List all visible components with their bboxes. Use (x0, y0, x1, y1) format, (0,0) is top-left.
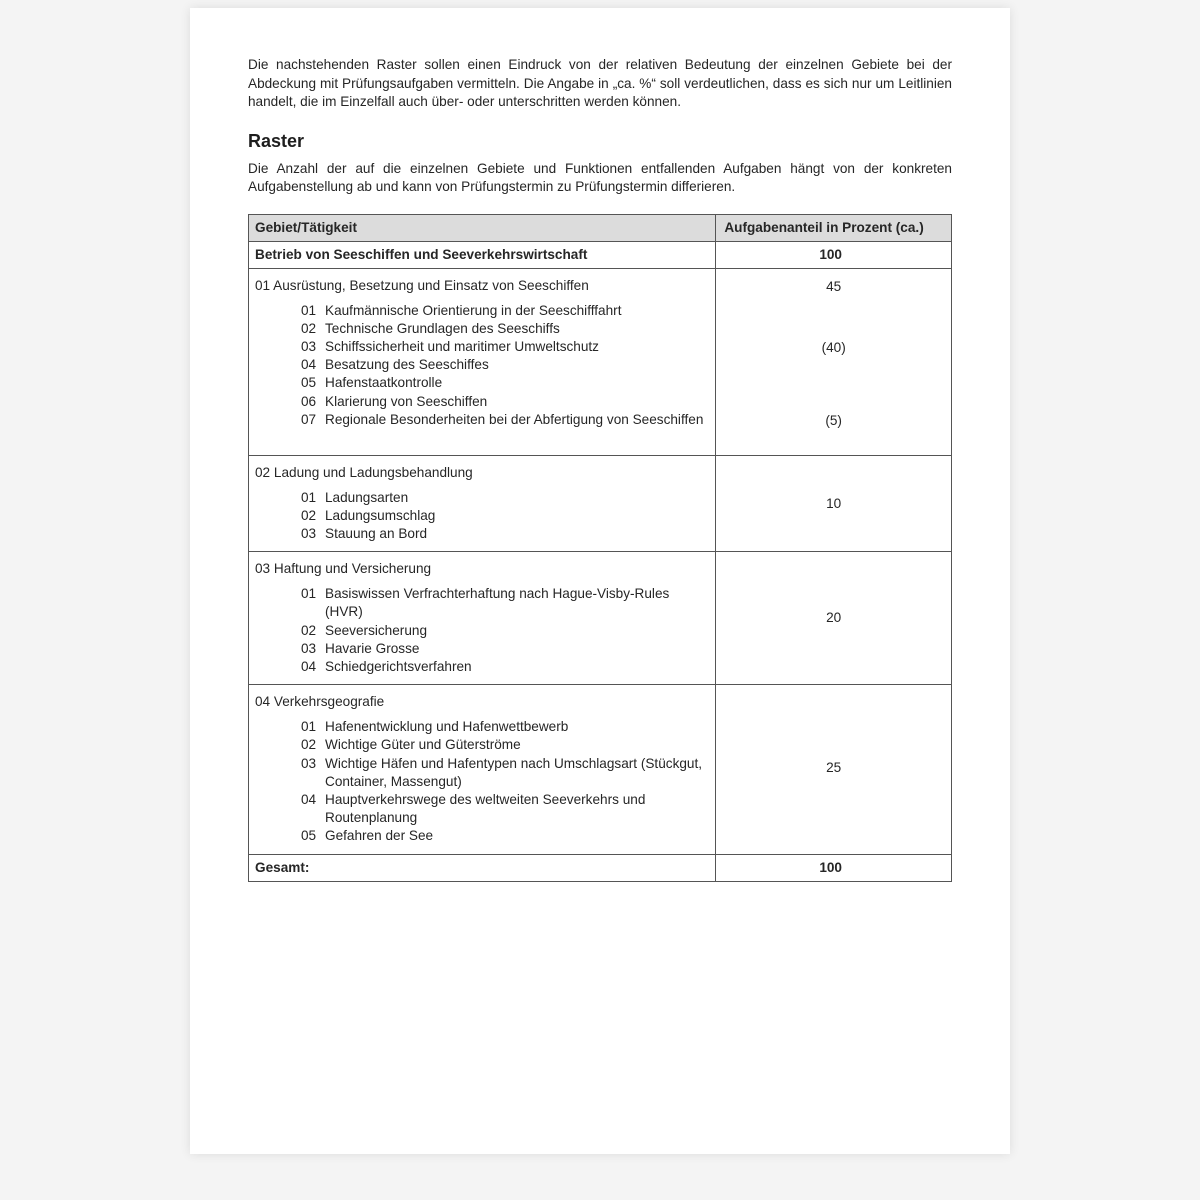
header-area (249, 214, 716, 241)
document-page (190, 8, 1010, 1154)
group-cell (249, 552, 716, 685)
group-value: 45 (826, 278, 842, 294)
list-item (301, 302, 707, 320)
subtopic-label: Regionale Besonderheiten bei der Abfertigung von Seeschiffen (325, 411, 704, 427)
subtopic-code: 01 (301, 489, 317, 505)
subtopic-label: Schiedgerichtsverfahren (325, 658, 472, 674)
page-content (248, 56, 952, 882)
subtopic-list (249, 718, 715, 853)
subtopic-label: Hafenstaatkontrolle (325, 375, 443, 391)
table-row (249, 685, 952, 854)
main-subject-row (249, 241, 952, 268)
subtopic-code: 04 (301, 357, 317, 373)
subtopic-list (249, 585, 715, 684)
main-subject-label-cell (249, 241, 716, 268)
subtopic-code: 01 (301, 586, 317, 602)
table-row (249, 552, 952, 685)
list-item (301, 374, 707, 392)
subtopic-label: Besatzung des Seeschiffes (325, 357, 489, 373)
subtopic-code: 05 (301, 375, 317, 391)
list-item (301, 507, 707, 525)
total-label: Gesamt: (255, 859, 310, 875)
list-item (301, 338, 707, 356)
subtopic-label: Technische Grundlagen des Seeschiffs (325, 320, 560, 336)
exam-grid-table (248, 214, 952, 882)
subtopic-code: 01 (301, 302, 317, 318)
list-item (301, 320, 707, 338)
list-item (301, 585, 707, 621)
main-subject-label: Betrieb von Seeschiffen und Seeverkehrswirtschaft (255, 246, 588, 262)
list-item (301, 791, 707, 827)
group-title: 04 Verkehrsgeografie (255, 694, 385, 710)
group-cell (249, 685, 716, 854)
main-subject-value: 100 (819, 246, 842, 262)
intro-paragraph: Die nachstehenden Raster sollen einen Eindruck von der relativen Bedeutung der einzelnen Gebiete bei der Abdeckung mit Prüfungsaufgaben vermitteln. Die Angabe in „ca. %“ soll verdeutlichen, dass es sich nur um Leitlinien handelt, die im Einzelfall auch über- oder unterschritten werden können. (248, 57, 952, 109)
group-value: 25 (826, 760, 842, 776)
list-item (301, 755, 707, 791)
header-area-label: Gebiet/Tätigkeit (255, 219, 357, 235)
header-share (716, 214, 952, 241)
list-item (301, 622, 707, 640)
group-value-cell (716, 685, 952, 854)
subtopic-label: Seeversicherung (325, 622, 428, 638)
main-subject-value-cell (716, 241, 952, 268)
list-item (301, 718, 707, 736)
subgroup-value: (5) (825, 412, 842, 428)
group-title: 02 Ladung und Ladungsbehandlung (255, 464, 473, 480)
subtopic-label: Ladungsarten (325, 489, 409, 505)
subtopic-code: 02 (301, 507, 317, 523)
total-value-cell (716, 854, 952, 881)
group-value: 10 (826, 495, 842, 511)
subtopic-label: Klarierung von Seeschiffen (325, 393, 488, 409)
group-value-cell (716, 552, 952, 685)
header-share-label: Aufgabenanteil in Prozent (ca.) (724, 219, 924, 235)
subtopic-label: Stauung an Bord (325, 525, 428, 541)
subtopic-code: 04 (301, 658, 317, 674)
subtopic-label: Kaufmännische Orientierung in der Seeschifffahrt (325, 302, 622, 318)
subtopic-code: 06 (301, 393, 317, 409)
subtopic-label: Wichtige Häfen und Hafentypen nach Umschlagsart (Stückgut, Container, Massengut) (325, 755, 703, 789)
subtopic-code: 03 (301, 525, 317, 541)
subtopic-list (249, 302, 715, 437)
total-value: 100 (819, 859, 842, 875)
list-item (301, 393, 707, 411)
group-title: 01 Ausrüstung, Besetzung und Einsatz von Seeschiffen (255, 277, 589, 293)
subtopic-code: 03 (301, 755, 317, 771)
list-item (301, 489, 707, 507)
subtopic-code: 03 (301, 640, 317, 656)
list-item (301, 411, 707, 429)
table-header-row (249, 214, 952, 241)
subtopic-label: Basiswissen Verfrachterhaftung nach Hague-Visby-Rules (HVR) (325, 586, 670, 620)
total-label-cell (249, 854, 716, 881)
table-row (249, 268, 952, 455)
subtopic-code: 04 (301, 791, 317, 807)
list-item (301, 736, 707, 754)
subtopic-code: 02 (301, 622, 317, 638)
subtopic-label: Gefahren der See (325, 828, 434, 844)
description-paragraph: Die Anzahl der auf die einzelnen Gebiete und Funktionen entfallenden Aufgaben hängt von der konkreten Aufgabenstellung ab und kann von Prüfungstermin zu Prüfungstermin differieren. (248, 160, 952, 194)
list-item (301, 658, 707, 676)
subtopic-label: Hafenentwicklung und Hafenwettbewerb (325, 719, 569, 735)
group-title: 03 Haftung und Versicherung (255, 561, 432, 577)
subtopic-label: Wichtige Güter und Güterströme (325, 737, 521, 753)
group-value-cell (716, 455, 952, 552)
list-item (301, 525, 707, 543)
subtopic-code: 01 (301, 719, 317, 735)
subtopic-code: 05 (301, 828, 317, 844)
table-row (249, 455, 952, 552)
subtopic-code: 02 (301, 737, 317, 753)
list-item (301, 356, 707, 374)
subgroup-value: (40) (821, 339, 846, 355)
list-item (301, 827, 707, 845)
group-value-cell (716, 268, 952, 455)
subtopic-list (249, 489, 715, 552)
subtopic-label: Havarie Grosse (325, 640, 420, 656)
section-heading: Raster (248, 130, 305, 151)
subtopic-label: Hauptverkehrswege des weltweiten Seeverkehrs und Routenplanung (325, 791, 646, 826)
subtopic-label: Schiffssicherheit und maritimer Umweltschutz (325, 338, 599, 354)
total-row (249, 854, 952, 881)
group-value: 20 (826, 610, 842, 626)
subtopic-label: Ladungsumschlag (325, 507, 436, 523)
subtopic-code: 02 (301, 320, 317, 336)
subtopic-code: 07 (301, 411, 317, 427)
subtopic-code: 03 (301, 338, 317, 354)
group-cell (249, 455, 716, 552)
list-item (301, 640, 707, 658)
group-cell (249, 268, 716, 455)
